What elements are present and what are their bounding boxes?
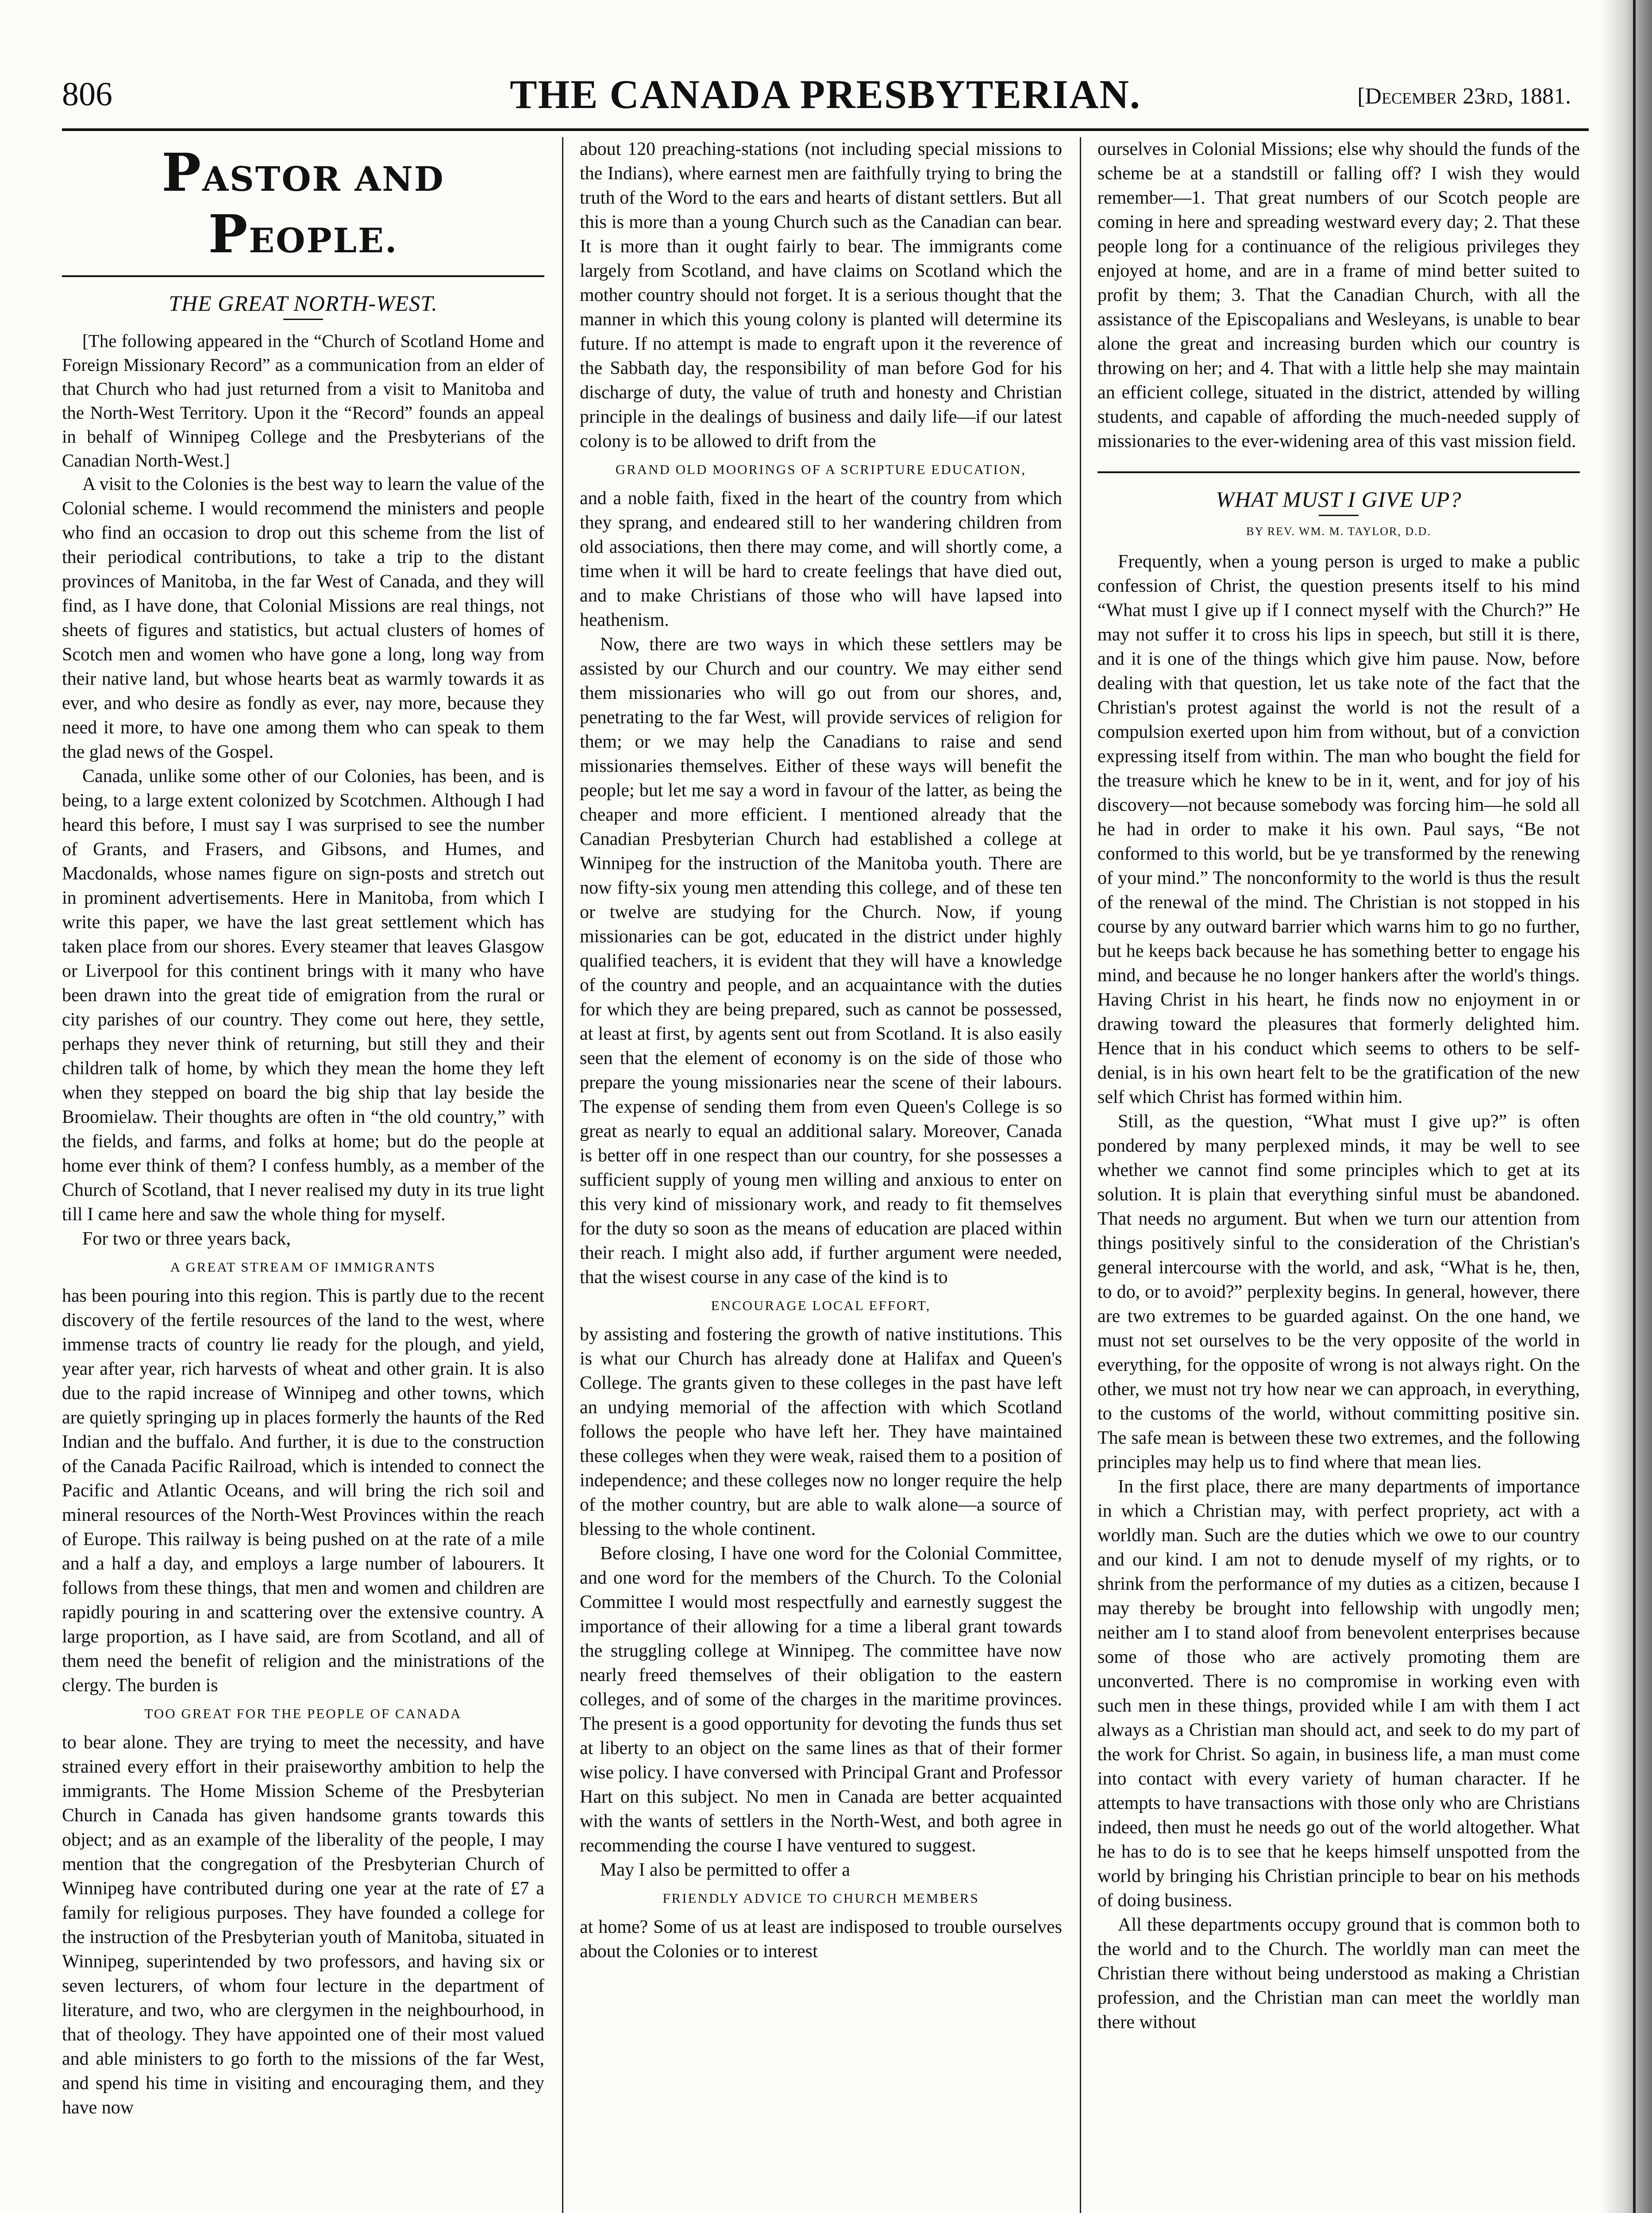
paragraph: at home? Some of us at least are indisposed to trouble ourselves about the Colonies or to interest <box>580 1917 1062 1962</box>
paragraph: May I also be permitted to offer a <box>600 1860 850 1880</box>
paragraph: All these departments occupy ground that is common both to the world and to the Church. The worldly man can meet the Christian there without being understood as making a Christian profession, and the Christian man can meet the worldly man there without <box>1097 1915 1580 2032</box>
header-rule <box>62 128 1589 131</box>
paragraph: Canada, unlike some other of our Colonies, has been, and is being, to a large extent colonized by Scotchmen. Although I had heard this before, I must say I was surprised to see the number of Grants, and Frasers, and Gibsons, and Humes, and Macdonalds, whose names figure on sign-posts and stretch out in prominent advertisements. Here in Manitoba, from which I write this paper, we have the last great settlement which has taken place from our shores. Every steamer that leaves Glasgow or Liverpool for this continent brings with it many who have been drawn into the great tide of emigration from the rural or city parishes of our country. They come out here, they settle, perhaps they never think of returning, but still they and their children talk of home, by which they mean the home they left when they stepped on board the big ship that lay beside the Broomielaw. Their thoughts are often in “the old country,” with the fields, and farms, and folks at home; but do the people at home ever think of them? I confess humbly, as a member of the Church of Scotland, that I never realised my duty in its true light till I came here and saw the whole thing for myself. <box>62 766 544 1225</box>
paragraph: A visit to the Colonies is the best way to learn the value of the Colonial scheme. I would recommend the ministers and people who find an occasion to drop out this scheme from the list of their periodical contributions, to take a trip to the distant provinces of Manitoba, in the far West of Canada, and they will find, as I have done, that Colonial Missions are real things, not sheets of figures and statistics, but actual clusters of homes of Scotch men and women who have gone a long, long way from their native land, but whose hearts beat as warmly towards it as ever, and who desire as fondly as ever, nay more, because they need it more, to have one among them who can speak to them the glad news of the Gospel. <box>62 474 544 762</box>
page-edge-line <box>1633 0 1636 2213</box>
paragraph: to bear alone. They are trying to meet the necessity, and have strained every effort in their praiseworthy ambition to help the immigrants. The Home Mission Scheme of the Presbyterian Church in Canada has given handsome grants towards this object; and as an example of the liberality of the people, I may mention that the congregation of the Presbyterian Church of Winnipeg have contributed during one year at the rate of £7 a family for religious purposes. They have founded a college for the instruction of the Presbyterian youth of Manitoba, situated in Winnipeg, superintended by two professors, and having six or seven lecturers, of whom four lecture in the department of literature, and two, who are clergymen in the neighbourhood, in that of theology. They have appointed one of their most valued and able ministers to go forth to the missions of the far West, and spend his time in visiting and encouraging them, and they have now <box>62 1732 544 2118</box>
paragraph: has been pouring into this region. This is partly due to the recent discovery of the fertile resources of the land to the west, where immense tracts of country lie ready for the plough, and yield, year after year, rich harvests of wheat and other grain. It is also due to the rapid increase of Winnipeg and other towns, which are quietly springing up in places formerly the haunts of the Red Indian and the buffalo. And further, it is due to the construction of the Canada Pacific Railroad, which is intended to connect the Pacific and Atlantic Oceans, and will bring the rich soil and mineral resources of the North-West Provinces within the reach of Europe. This railway is being pushed on at the rate of a mile and a half a day, and employs a large number of labourers. It follows from these things, that men and women and children are rapidly pouring in and scattering over the extensive country. A large proportion, as I have said, are from Scotland, and all of them need the benefit of religion and the ministrations of the clergy. The burden is <box>62 1286 544 1696</box>
paragraph: Now, there are two ways in which these settlers may be assisted by our Church and our country. We may either send them missionaries who will go out from our shores, and, penetrating to the far West, will provide services of religion for them; or we may help the Canadians to raise and send missionaries themselves. Either of these ways will benefit the people; but let me say a word in favour of the latter, as being the cheaper and more efficient. I mentioned already that the Canadian Presbyterian Church had established a college at Winnipeg for the instruction of the Manitoba youth. There are now fifty-six young men attending this college, and of these ten or twelve are studying for the Church. Now, if young missionaries can be got, educated in the district under highly qualified teachers, it is evident that they will have a knowledge of the country and people, and an acquaintance with the duties for which they are being prepared, such as cannot be possessed, at least at first, by agents sent out from Scotland. It is also easily seen that the element of economy is on the side of those who prepare the young missionaries near the scene of their labours. The expense of sending them from even Queen's College is so great as nearly to equal an additional salary. Moreover, Canada is better off in one respect than our country, for she possesses a sufficient supply of young men willing and anxious to enter on this very kind of missionary work, and ready to fit themselves for the duty so soon as the means of education are placed within their reach. I might also add, if further argument were needed, that the wisest course in any case of the kind is to <box>580 634 1062 1288</box>
article-title: WHAT MUST I GIVE UP? <box>1216 487 1462 512</box>
title-rule <box>283 319 323 320</box>
subheading: GRAND OLD MOORINGS OF A SCRIPTURE EDUCATION, <box>615 462 1027 477</box>
subheading: FRIENDLY ADVICE TO CHURCH MEMBERS <box>662 1890 979 1906</box>
department-title-cap: P <box>208 203 249 265</box>
columns <box>62 137 1589 2213</box>
column-rule <box>562 137 563 2213</box>
paragraph: and a noble faith, fixed in the heart of the country from which they sprang, and endeared still to her wandering children from old associations, then there may come, and will shortly come, a time when it will be hard to create feelings that have died out, and to make Christians of those who will have lapsed into heathenism. <box>580 488 1062 630</box>
article-separator <box>1097 471 1580 473</box>
column-3 <box>1097 137 1580 2213</box>
department-rule <box>62 275 544 277</box>
subheading: ENCOURAGE LOCAL EFFORT, <box>711 1298 931 1313</box>
column-1 <box>62 137 544 2213</box>
title-rule <box>1319 515 1359 516</box>
department-title-word: AND <box>354 159 445 199</box>
department-title-word: EOPLE. <box>249 221 398 260</box>
issue-date: [December 23rd, 1881. <box>1357 84 1571 109</box>
paragraph: ourselves in Colonial Missions; else why should the funds of the scheme be at a standstill or falling off? I wish they would remember—1. That great numbers of our Scotch people are coming in here and spreading westward every day; 2. That these people long for a continuance of the religious privileges they enjoyed at home, and are in a frame of mind better suited to profit by them; 3. That the Canadian Church, with all the assistance of the Episcopalians and Wesleyans, is unable to bear alone the great and increasing burden which our country is throwing on her; and 4. That with a little help she may maintain an efficient college, situated in the district, attended by willing students, and capable of affording the much-needed supply of missionaries to the ever-widening area of this vast mission field. <box>1097 139 1580 451</box>
page-edge-shadow <box>1602 0 1652 2213</box>
page-header <box>62 66 1589 120</box>
paragraph: by assisting and fostering the growth of native institutions. This is what our Church has already done at Halifax and Queen's College. The grants given to these colleges in the past have left an undying memorial of the affection with which Scotland follows the people who have left her. They have maintained these colleges when they were weak, raised them to a position of independence; and these colleges now no longer require the help of the mother country, but are able to walk alone—a source of blessing to the whole continent. <box>580 1324 1062 1539</box>
column-rule <box>1080 137 1081 2213</box>
subheading: A GREAT STREAM OF IMMIGRANTS <box>170 1259 436 1275</box>
paragraph: Before closing, I have one word for the Colonial Committee, and one word for the members of the Church. To the Colonial Committee I would most respectfully and earnestly suggest the importance of their allowing for a time a liberal grant towards the struggling college at Winnipeg. The committee have now nearly freed themselves of their obligation to the eastern colleges, and of some of the charges in the maritime provinces. The present is a good opportunity for devoting the funds thus set at liberty to an object on the same lines as that of their former wise policy. I have conversed with Principal Grant and Professor Hart on this subject. No men in Canada are better acquainted with the wants of settlers in the North-West, and both agree in recommending the course I have ventured to suggest. <box>580 1543 1062 1856</box>
byline: BY REV. WM. M. TAYLOR, D.D. <box>1246 525 1431 538</box>
paragraph: For two or three years back, <box>82 1229 291 1249</box>
paragraph: Frequently, when a young person is urged to make a public confession of Christ, the question presents itself to his mind “What must I give up if I connect myself with the Church?” He may not suffer it to cross his lips in speech, but still it is there, and it is one of the things which give him pause. Now, before dealing with that question, let us take note of the fact that the Christian's protest against the world is not the result of a compulsion exerted upon him from without, but of a conviction expressing itself from within. The man who bought the field for the treasure which he knew to be in it, went, and for joy of his discovery—not because somebody was forcing him—he sold all he had in order to make it his own. Paul says, “Be not conformed to this world, but be ye transformed by the renewing of your mind.” The nonconformity to the world is thus the result of the renewal of the mind. The Christian is not stopped in his course by any outward barrier which warns him to go no further, but he keeps back because he has something better to engage his mind, and because he no longer hankers after the world's things. Having Christ in his heart, he finds now no enjoyment in or drawing toward the pleasures that formerly delighted him. Hence that in his conduct which seems to others to be self-denial, is in his own heart felt to be the gratification of the new self which Christ has formed within him. <box>1097 551 1580 1107</box>
page-number: 806 <box>62 76 112 113</box>
paragraph: In the first place, there are many departments of importance in which a Christian may, with perfect propriety, act with a worldly man. Such are the duties which we owe to our country and our kind. I am not to denude myself of my rights, or to shrink from the performance of my duties as a citizen, because I may thereby be brought into fellowship with ungodly men; neither am I to stand aloof from benevolent enterprises because some of those who are actively promoting them are unconverted. There is no compromise in working even with such men in these things, provided while I am with them I act always as a Christian man should act, and seek to do my part of the work for Christ. So again, in business life, a man must come into contact with every variety of human character. If he attempts to have transactions with those only who are Christians indeed, then must he needs go out of the world altogether. What he has to do is to see that he keeps himself unspotted from the world by bringing his Christian principle to bear on his methods of doing business. <box>1097 1477 1580 1911</box>
column-2 <box>580 137 1062 2213</box>
department-title <box>62 142 544 265</box>
department-title-word: ASTOR <box>202 159 342 199</box>
subheading: TOO GREAT FOR THE PEOPLE OF CANADA <box>144 1706 462 1721</box>
paragraph: Still, as the question, “What must I give up?” is often pondered by many perplexed minds, it may be well to see whether we cannot find some principles which to get at its solution. It is plain that everything sinful must be abandoned. That needs no argument. But when we turn our attention from things positively sinful to the consideration of the Christian's general intercourse with the world, and ask, “What is he, then, to do, or to avoid?” perplexity begins. In general, however, there are two extremes to be guarded against. On the one hand, we must not set ourselves to be the very opposite of the world in everything, for the opposite of wrong is not always right. On the other, we must not try how near we can approach, in everything, to the customs of the world, without committing positive sin. The safe mean is between these two extremes, and the following principles may help us to find where that mean lies. <box>1097 1111 1580 1473</box>
department-title-cap: P <box>162 142 203 203</box>
masthead-title: THE CANADA PRESBYTERIAN. <box>510 72 1141 117</box>
paragraph: about 120 preaching-stations (not including special missions to the Indians), where earnest men are faithfully trying to bring the truth of the Word to the ears and hearts of distant settlers. But all this is more than a young Church such as the Canadian can bear. It is more than it ought fairly to bear. The immigrants come largely from Scotland, and have claims on Scotland which the mother country should not forget. It is a serious thought that the manner in which this young colony is planted will determine its future. If no attempt is made to engraft upon it the reverence of the Sabbath day, the responsibility of man before God for his discharge of duty, the value of truth and honesty and Christian principle in the dealings of business and daily life—if our latest colony is to be allowed to drift from the <box>580 139 1062 451</box>
editorial-note: [The following appeared in the “Church of Scotland Home and Foreign Missionary Record” as a communication from an elder of that Church who had just returned from a visit to Manitoba and the North-West Territory. Upon it the “Record” founds an appeal in behalf of Winnipeg College and the Presbyterians of the Canadian North-West.] <box>62 331 544 470</box>
article-title: THE GREAT NORTH-WEST. <box>169 291 438 316</box>
